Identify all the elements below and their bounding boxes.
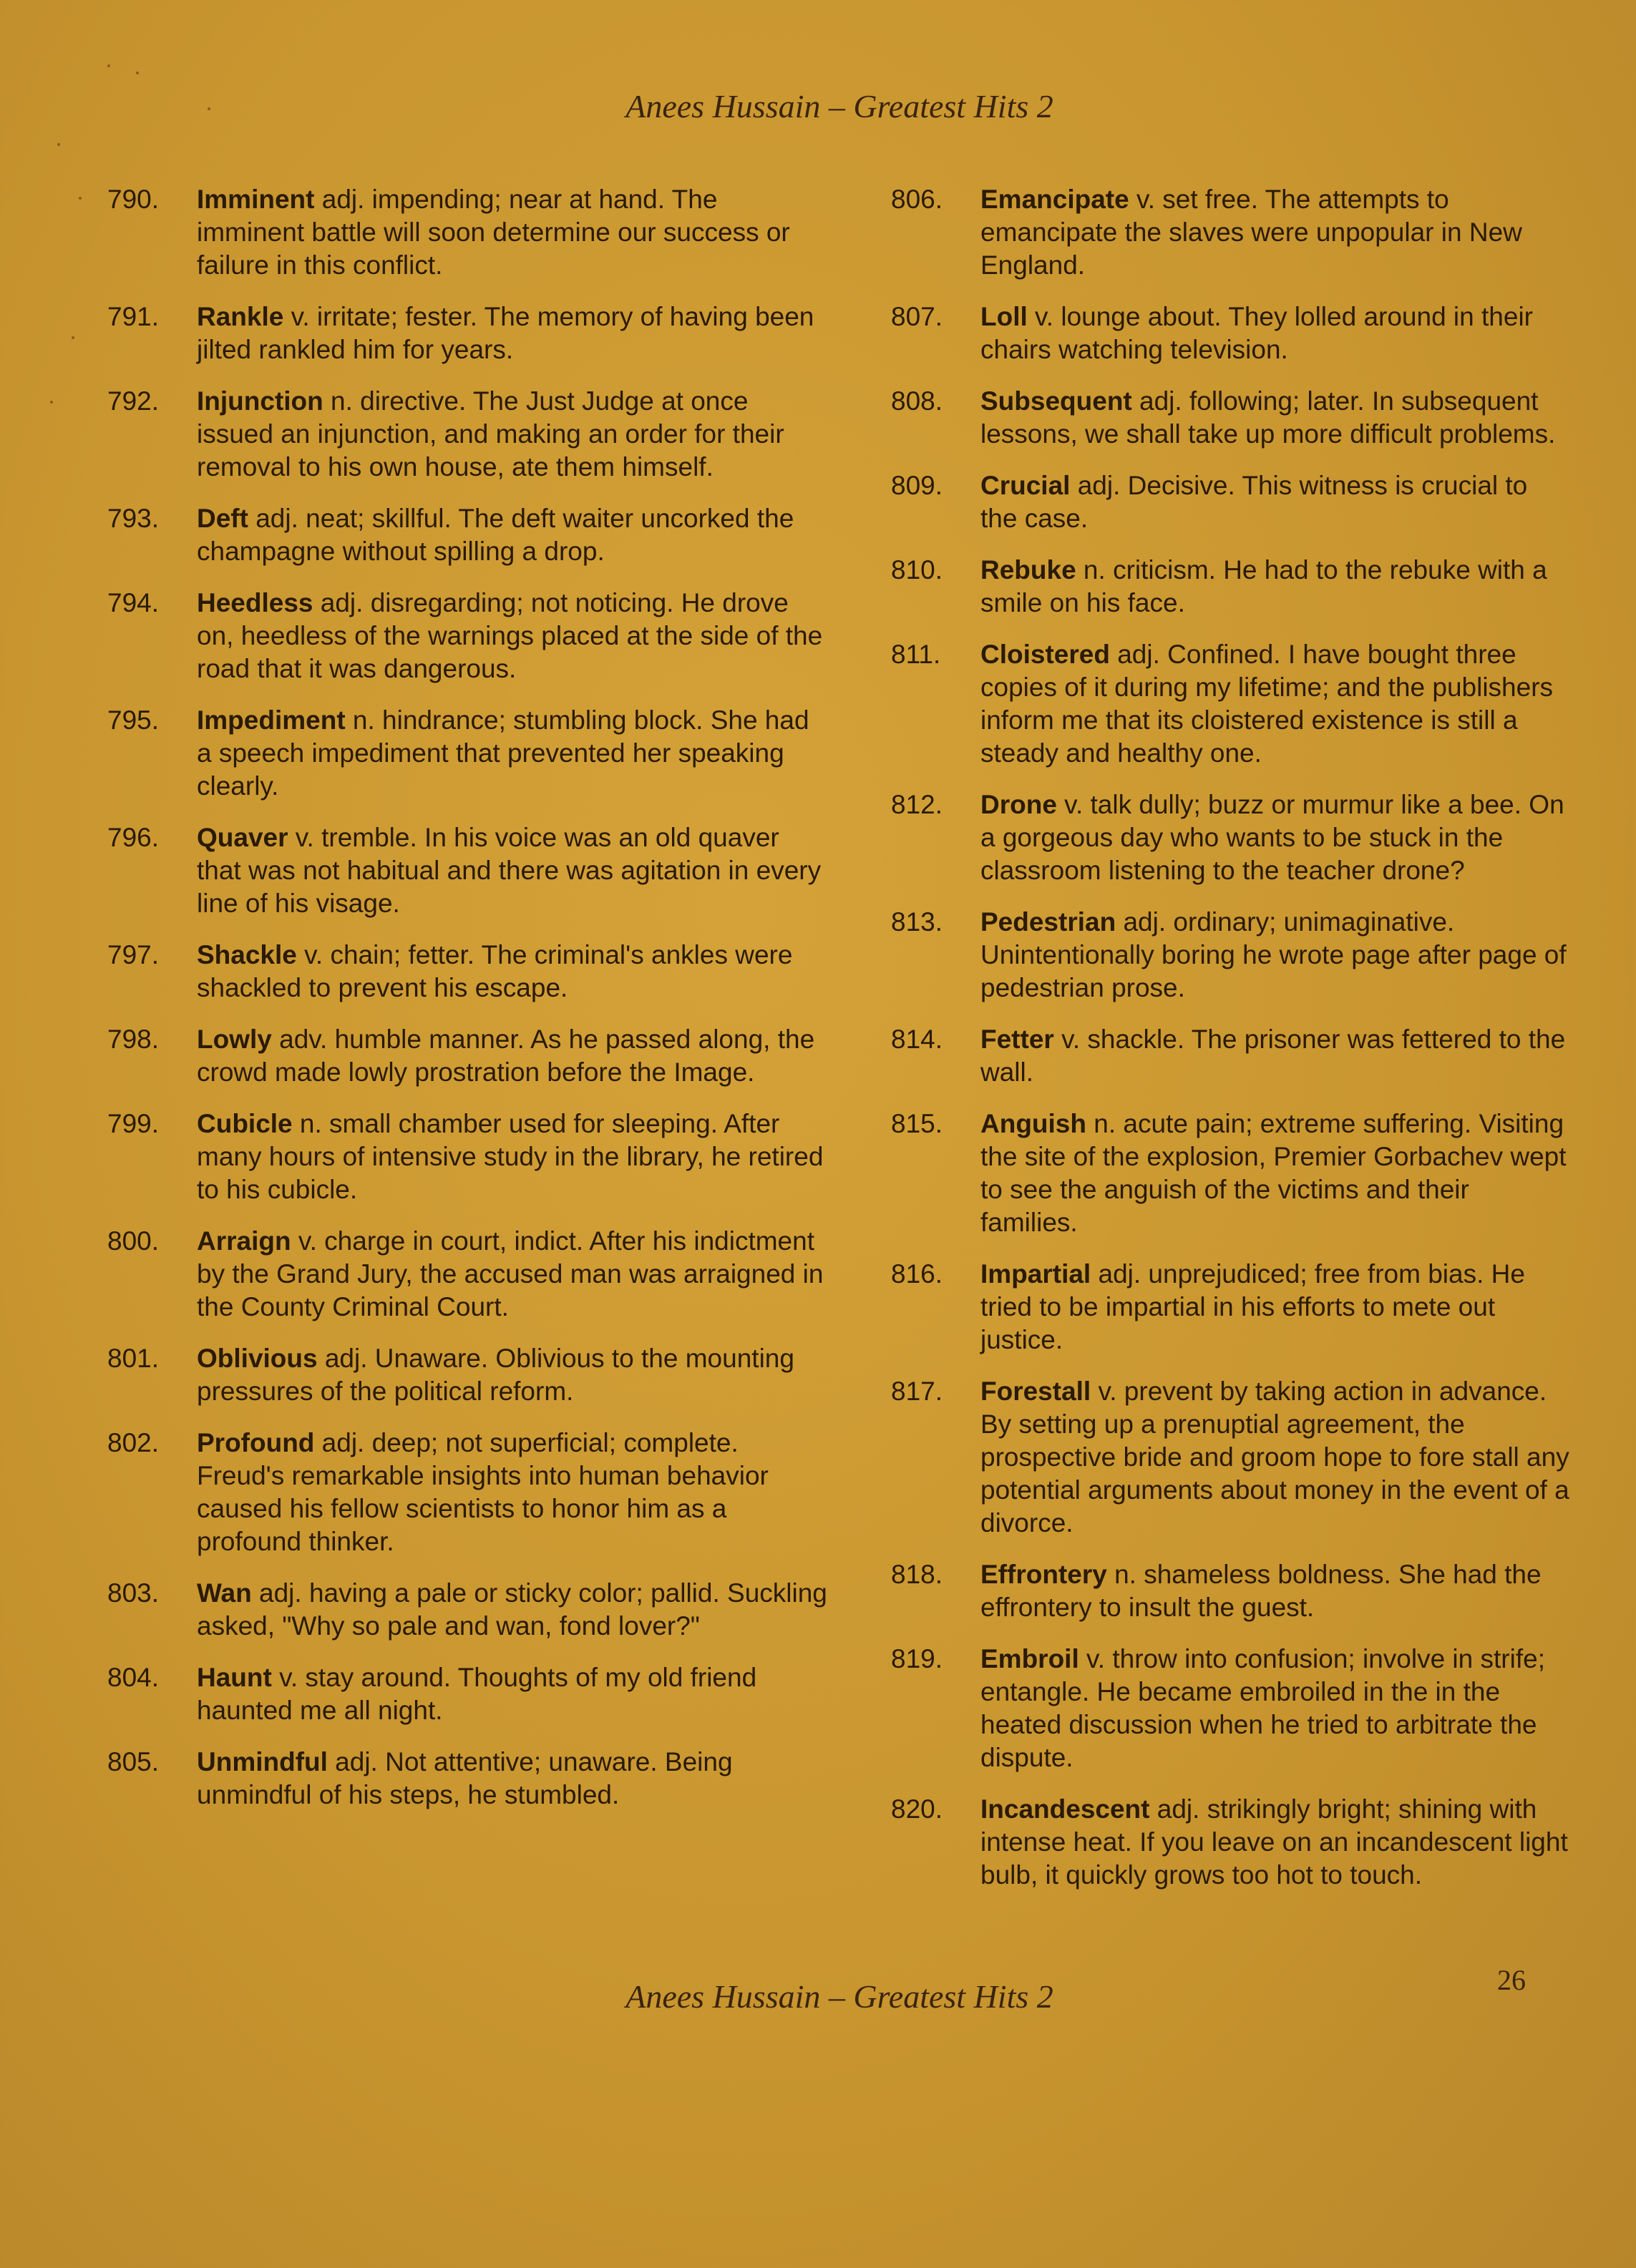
entry-number: 803. — [107, 1578, 160, 1608]
vocab-entry — [107, 1427, 830, 1558]
entry-definition: adj. impending; near at hand. The imminent battle will soon determine our success or failure in this conflict. — [197, 185, 790, 280]
vocab-entry — [107, 1225, 830, 1324]
entry-number: 806. — [891, 185, 943, 214]
entry-number: 810. — [891, 555, 943, 585]
entry-definition: adj. having a pale or sticky color; pallid. Suckling asked, "Why so pale and wan, fond lover?" — [197, 1578, 827, 1641]
entry-word: Unmindful — [197, 1747, 328, 1776]
paper-speck — [136, 72, 139, 74]
vocab-entry — [891, 1258, 1571, 1357]
entry-number: 795. — [107, 705, 160, 735]
entry-definition: v. shackle. The prisoner was fettered to the wall. — [980, 1025, 1566, 1087]
entry-definition: n. small chamber used for sleeping. After many hours of intensive study in the library, he retired to his cubicle. — [197, 1109, 824, 1204]
paper-speck — [50, 401, 53, 404]
entry-definition: n. acute pain; extreme suffering. Visiting the site of the explosion, Premier Gorbachev wept to see the anguish of the victims and their families. — [980, 1109, 1567, 1237]
entry-definition: n. criticism. He had to the rebuke with a smile on his face. — [980, 555, 1547, 617]
vocab-entry — [891, 788, 1571, 887]
vocab-entry — [891, 1023, 1571, 1089]
entry-word: Effrontery — [980, 1560, 1107, 1589]
entry-definition: v. stay around. Thoughts of my old friend haunted me all night. — [197, 1663, 757, 1725]
entry-number: 793. — [107, 504, 160, 533]
entry-number: 802. — [107, 1428, 160, 1457]
vocab-entry — [891, 385, 1571, 451]
vocab-entry — [107, 1108, 830, 1206]
entry-word: Shackle — [197, 940, 297, 969]
entry-word: Embroil — [980, 1644, 1079, 1673]
entry-number: 804. — [107, 1663, 160, 1692]
entry-word: Emancipate — [980, 185, 1129, 214]
entry-word: Cubicle — [197, 1109, 293, 1138]
entry-number: 790. — [107, 185, 160, 214]
entry-definition: adj. disregarding; not noticing. He drove on, heedless of the warnings placed at the side of the road that it was dangerous. — [197, 588, 823, 683]
entry-word: Quaver — [197, 823, 288, 852]
entry-definition: adj. deep; not superficial; complete. Freud's remarkable insights into human behavior caused his fellow scientists to honor him as a profound thinker. — [197, 1428, 769, 1556]
entry-word: Rebuke — [980, 555, 1076, 585]
entry-definition: v. set free. The attempts to emancipate the slaves were unpopular in New England. — [980, 185, 1522, 280]
entry-word: Injunction — [197, 386, 323, 416]
entry-number: 807. — [891, 302, 943, 331]
entry-definition: adj. strikingly bright; shining with intense heat. If you leave on an incandescent light bulb, it quickly grows too hot to touch. — [980, 1794, 1568, 1890]
vocab-entry — [891, 1108, 1571, 1239]
entry-number: 817. — [891, 1377, 943, 1406]
entry-definition: adj. following; later. In subsequent lessons, we shall take up more difficult problems. — [980, 386, 1556, 449]
paper-speck — [79, 197, 82, 200]
entry-number: 809. — [891, 471, 943, 500]
vocab-entry — [107, 1023, 830, 1089]
entry-definition: v. throw into confusion; involve in strife; entangle. He became embroiled in the in the heated discussion when he tried to arbitrate the dispute. — [980, 1644, 1545, 1772]
page-header: Anees Hussain – Greatest Hits 2 — [625, 88, 1053, 124]
entry-definition: v. tremble. In his voice was an old quaver that was not habitual and there was agitation in every line of his visage. — [197, 823, 822, 918]
entry-definition: v. talk dully; buzz or murmur like a bee. On a gorgeous day who wants to be stuck in the classroom listening to the teacher drone? — [980, 790, 1564, 885]
entry-word: Imminent — [197, 185, 315, 214]
vocab-entry — [891, 469, 1571, 535]
vocab-entry — [891, 554, 1571, 620]
entry-word: Impediment — [197, 705, 346, 735]
entry-definition: v. prevent by taking action in advance. By setting up a prenuptial agreement, the prospective bride and groom hope to fore stall any potential arguments about money in the event of a divorce. — [980, 1377, 1569, 1538]
entry-word: Anguish — [980, 1109, 1086, 1138]
vocab-entry — [891, 1375, 1571, 1540]
entry-word: Haunt — [197, 1663, 272, 1692]
entry-number: 805. — [107, 1747, 160, 1776]
entry-word: Fetter — [980, 1025, 1054, 1054]
entry-word: Cloistered — [980, 640, 1110, 669]
page-number: 26 — [1497, 1964, 1526, 1996]
entry-number: 814. — [891, 1025, 943, 1054]
entry-number: 791. — [107, 302, 160, 331]
entry-word: Rankle — [197, 302, 284, 331]
entry-number: 800. — [107, 1226, 160, 1256]
page-footer: Anees Hussain – Greatest Hits 2 — [625, 1978, 1053, 2015]
entry-definition: adj. neat; skillful. The deft waiter uncorked the champagne without spilling a drop. — [197, 504, 794, 566]
entry-number: 801. — [107, 1344, 160, 1373]
entry-number: 815. — [891, 1109, 943, 1138]
entry-word: Lowly — [197, 1025, 272, 1054]
paper-speck — [208, 107, 210, 110]
entry-number: 798. — [107, 1025, 160, 1054]
vocab-entry — [107, 300, 830, 366]
entry-definition: n. directive. The Just Judge at once issued an injunction, and making an order for their removal to his own house, ate them himself. — [197, 386, 784, 482]
entry-number: 799. — [107, 1109, 160, 1138]
vocab-entry — [891, 906, 1571, 1005]
entry-number: 816. — [891, 1259, 943, 1289]
entry-word: Subsequent — [980, 386, 1132, 416]
entry-definition: adv. humble manner. As he passed along, the crowd made lowly prostration before the Image. — [197, 1025, 815, 1087]
paper-speck — [57, 143, 60, 146]
entry-word: Profound — [197, 1428, 315, 1457]
entry-number: 808. — [891, 386, 943, 416]
right-column — [891, 183, 1571, 1910]
vocab-entry — [891, 183, 1571, 282]
entry-word: Deft — [197, 504, 248, 533]
entry-word: Wan — [197, 1578, 252, 1608]
entry-word: Oblivious — [197, 1344, 318, 1373]
paper-speck — [72, 336, 74, 339]
vocab-entry — [891, 300, 1571, 366]
entry-word: Arraign — [197, 1226, 291, 1256]
entry-number: 796. — [107, 823, 160, 852]
entry-number: 811. — [891, 640, 941, 669]
vocab-entry — [107, 704, 830, 803]
entry-number: 818. — [891, 1560, 943, 1589]
entry-word: Loll — [980, 302, 1028, 331]
vocab-entry — [891, 1643, 1571, 1774]
entry-definition: adj. Unaware. Oblivious to the mounting pressures of the political reform. — [197, 1344, 794, 1406]
entry-definition: adj. ordinary; unimaginative. Unintentionally boring he wrote page after page of pedestrian prose. — [980, 907, 1567, 1002]
vocab-entry — [107, 587, 830, 685]
entry-number: 794. — [107, 588, 160, 617]
entry-number: 820. — [891, 1794, 943, 1824]
entry-definition: adj. Decisive. This witness is crucial to the case. — [980, 471, 1528, 533]
entry-number: 797. — [107, 940, 160, 969]
entry-number: 813. — [891, 907, 943, 937]
vocab-entry — [107, 385, 830, 484]
entry-number: 792. — [107, 386, 160, 416]
vocab-entry — [107, 821, 830, 920]
vocab-entry — [107, 183, 830, 282]
vocab-entry — [107, 1746, 830, 1812]
entry-word: Pedestrian — [980, 907, 1116, 937]
entry-word: Impartial — [980, 1259, 1091, 1289]
entry-word: Drone — [980, 790, 1057, 819]
entry-definition: adj. Confined. I have bought three copies of it during my lifetime; and the publishers inform me that its cloistered existence is still a steady and healthy one. — [980, 640, 1554, 768]
vocab-entry — [107, 939, 830, 1005]
vocab-entry — [891, 1558, 1571, 1624]
entry-word: Incandescent — [980, 1794, 1150, 1824]
entry-number: 812. — [891, 790, 943, 819]
vocab-entry — [107, 1577, 830, 1643]
entry-word: Forestall — [980, 1377, 1091, 1406]
entry-definition: n. shameless boldness. She had the effrontery to insult the guest. — [980, 1560, 1542, 1622]
entry-word: Heedless — [197, 588, 313, 617]
entry-definition: v. charge in court, indict. After his indictment by the Grand Jury, the accused man was arraigned in the County Criminal Court. — [197, 1226, 824, 1321]
entry-number: 819. — [891, 1644, 943, 1673]
left-column — [107, 183, 830, 1830]
vocab-entry — [107, 1342, 830, 1408]
entry-definition: adj. Not attentive; unaware. Being unmindful of his steps, he stumbled. — [197, 1747, 733, 1809]
paper-speck — [107, 64, 110, 67]
vocab-entry — [891, 1793, 1571, 1892]
vocab-entry — [107, 502, 830, 568]
entry-word: Crucial — [980, 471, 1071, 500]
entry-definition: v. lounge about. They lolled around in their chairs watching television. — [980, 302, 1533, 364]
entry-definition: v. chain; fetter. The criminal's ankles were shackled to prevent his escape. — [197, 940, 793, 1002]
vocab-entry — [107, 1661, 830, 1727]
entry-definition: v. irritate; fester. The memory of having been jilted rankled him for years. — [197, 302, 814, 364]
entry-definition: n. hindrance; stumbling block. She had a speech impediment that prevented her speaking clearly. — [197, 705, 809, 801]
entry-definition: adj. unprejudiced; free from bias. He tried to be impartial in his efforts to mete out justice. — [980, 1259, 1525, 1354]
vocab-entry — [891, 638, 1571, 770]
